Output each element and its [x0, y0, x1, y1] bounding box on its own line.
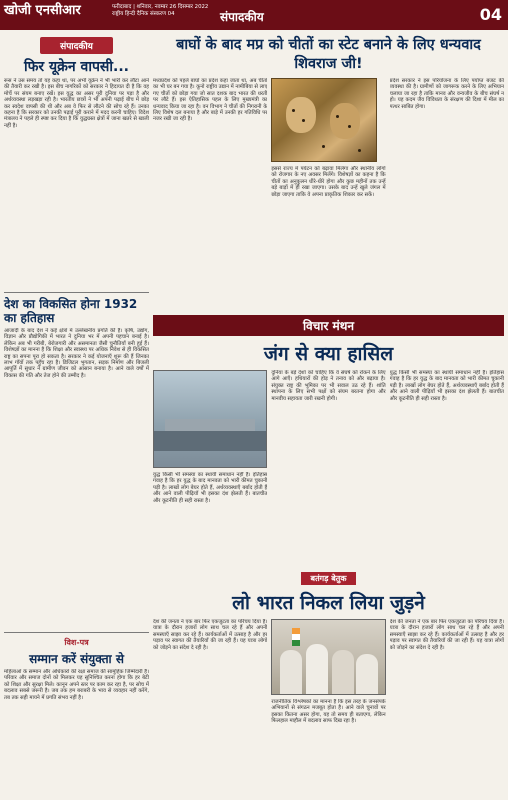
divider [4, 632, 149, 633]
article2-body: आजादी के बाद देश ने कई क्षेत्रों में उल्लेखनीय प्रगति की है। कृषि, उद्योग, विज्ञान और प्रौद्योगिकी में भारत ने दुनिया भर में अपनी पहचान बनाई है। लेकिन अब भी गरीबी, बेरोजगारी और असमानता जैसी चुनौतियाँ बनी हुई हैं। विशेषज्ञों का मानना है कि शिक्षा और स्वास्थ्य पर अधिक निवेश से ही विकसित राष्ट्र का सपना पूरा हो सकता है। सरकार ने कई योजनाएँ शुरू की हैं जिनका लाभ गाँवों तक पहुँच रहा है। डिजिटल भुगतान, सड़क निर्माण और बिजली आपूर्ति में सुधार ने ग्रामीण जीवन को आसान बनाया है। आने वाले वर्षों में विकास की गति और तेज होने की उम्मीद है। [4, 328, 149, 379]
lead-headline: बाघों के बाद मप्र को चीतों का स्टेट बनाने के लिए धन्यवाद शिवराज जी! [176, 37, 481, 72]
section-band: विचार मंथन [153, 315, 504, 336]
article3-kicker: विश-पत्र [64, 638, 89, 647]
section-badge: संपादकीय [40, 37, 113, 54]
rally-photo [271, 619, 385, 695]
yatra-body-col1: देश की जनता ने एक बार फिर एकजुटता का परिचय दिया है। यात्रा के दौरान हजारों लोग साथ चल रहे हैं और अपनी समस्याएँ साझा कर रहे हैं। कार्यकर्ताओं में उत्साह है और हर पड़ाव पर स्वागत की तैयारियाँ की जा रही हैं। यह यात्रा लोगों को जोड़ने का संदेश दे रही है। [153, 619, 268, 651]
article-war-headline: जंग से क्या हासिल [263, 343, 394, 365]
lead-article [153, 78, 504, 310]
lead-body-col2: इससे राज्य में पर्यटन को बढ़ावा मिलेगा और स्थानीय लोगों को रोजगार के नए अवसर मिलेंगे। विशेषज्ञों का कहना है कि चीतों का अनुकूलन धीरे-धीरे होगा और कुछ महीनों तक उन्हें बड़े बाड़ों में ही रखा जाएगा। उसके बाद उन्हें खुले जंगल में छोड़ा जाएगा ताकि वे अपना प्राकृतिक शिकार कर सकें। [271, 166, 386, 198]
article-yatra-headline: लो भारत निकल लिया जुड़ने [232, 592, 425, 614]
section-title: संपादकीय [220, 10, 264, 24]
page-number: 04 [479, 5, 502, 24]
main-column [153, 34, 504, 796]
article-yatra [153, 619, 504, 773]
war-body-col2: दुनिया के बड़े देशों को चाहिए कि वे संघर्ष को रोकने के लिए आगे आएँ। हथियारों की होड़ ने तनाव को और बढ़ाया है। संयुक्त राष्ट्र की भूमिका पर भी सवाल उठ रहे हैं। शांति स्थापना के लिए सभी पक्षों को संयम बरतना होगा और मानवीय सहायता जारी रखनी होगी। [271, 370, 386, 402]
article-yatra-kicker: बतंगड़ बेतुक [301, 572, 357, 585]
article1-body: रूस ने उस समय तो यह कहा था, पर अभी यूक्रेन ने भी भारी कर लौटा आने की तैयारी कर रखी है। इस बीच नागरिकों को सरकार ने हिदायत दी है कि वह मोर्चे पर संयम बनाए रखें। इस युद्ध का असर पूरी दुनिया पर पड़ा है और अर्थव्यवस्था लड़खड़ा रही है। भारतीय छात्रों ने भी अपनी पढ़ाई बीच में छोड़ कर स्वदेश वापसी की थी और अब वे फिर से लौटने की सोच रहे हैं। उनका कहना है कि सरकार को उनकी पढ़ाई पूरी कराने में मदद करनी चाहिए। विदेश मंत्रालय ने पहले ही स्पष्ट कर दिया है कि युद्धग्रस्त क्षेत्रों में जाना खतरे से खाली नहीं है। [4, 78, 149, 129]
masthead [0, 0, 508, 30]
war-body-col1: युद्ध किसी भी समस्या का स्थायी समाधान नहीं है। इतिहास गवाह है कि हर युद्ध के बाद मानवता को भारी कीमत चुकानी पड़ी है। लाखों लोग बेघर होते हैं, अर्थव्यवस्थाएँ बर्बाद होती हैं और आने वाली पीढ़ियाँ भी इसका दंश झेलती हैं। बातचीत और कूटनीति ही सही रास्ता है। [153, 472, 268, 504]
brand-logo: खोजी एनसीआर [4, 3, 81, 18]
left-column [4, 34, 149, 796]
article3-body: महिलाओं के सम्मान और अधिकारों की रक्षा समाज की सामूहिक जिम्मेदारी है। परिवार और समाज दोनों को मिलकर यह सुनिश्चित करना होगा कि हर बेटी को शिक्षा और सुरक्षा मिले। कानून अपने स्तर पर काम कर रहा है, पर सोच में बदलाव सबसे जरूरी है। जब तक हम बराबरी के भाव से व्यवहार नहीं करेंगे, तब तक सही मायने में प्रगति संभव नहीं है। [4, 669, 149, 701]
article3-headline: सम्मान करें संयुक्ता से [29, 652, 124, 666]
yatra-body-col2: राजनीतिक विश्लेषकों का मानना है कि इस तरह के जनसंपर्क अभियानों से संगठन मजबूत होता है। आने वाले चुनावों पर इसका कितना असर होगा, यह तो समय ही बताएगा, लेकिन फिलहाल माहौल में बदलाव साफ दिख रहा है। [271, 699, 386, 725]
cheetah-photo [271, 78, 377, 162]
divider [4, 292, 149, 293]
article2-headline: देश का विकसित होना 1932 का हतिहास [4, 297, 138, 325]
warship-photo [153, 370, 267, 468]
article-war [153, 370, 504, 560]
yatra-body-col3: देश की जनता ने एक बार फिर एकजुटता का परिचय दिया है। यात्रा के दौरान हजारों लोग साथ चल रहे हैं और अपनी समस्याएँ साझा कर रहे हैं। कार्यकर्ताओं में उत्साह है और हर पड़ाव पर स्वागत की तैयारियाँ की जा रही हैं। यह यात्रा लोगों को जोड़ने का संदेश दे रही है। [389, 619, 504, 651]
date-line [112, 4, 208, 18]
lead-body-col1: मध्यप्रदेश को पहले बाघों का प्रदेश कहा जाता था, अब चीतों का भी घर बन गया है। कूनो राष्ट्रीय उद्यान में नामीबिया से लाए गए चीतों को छोड़ा गया जो सात दशक बाद भारत की धरती पर लौटे हैं। इस ऐतिहासिक पहल के लिए मुख्यमंत्री का धन्यवाद किया जा रहा है। वन विभाग ने चीतों की निगरानी के लिए विशेष दल बनाया है और बाड़े में उनकी हर गतिविधि पर नजर रखी जा रही है। [153, 78, 268, 123]
date-line-1: फरीदाबाद | शनिवार, नवम्बर 26 दिसम्बर 2022 [112, 4, 209, 10]
article1-headline: फिर यूक्रेन वापसी... [24, 59, 129, 75]
war-body-col3: युद्ध किसी भी समस्या का स्थायी समाधान नहीं है। इतिहास गवाह है कि हर युद्ध के बाद मानवता को भारी कीमत चुकानी पड़ी है। लाखों लोग बेघर होते हैं, अर्थव्यवस्थाएँ बर्बाद होती हैं और आने वाली पीढ़ियाँ भी इसका दंश झेलती हैं। बातचीत और कूटनीति ही सही रास्ता है। [389, 370, 504, 402]
lead-body-col3: प्रदेश सरकार ने इस परियोजना के लिए पर्याप्त बजट की व्यवस्था की है। ग्रामीणों को जागरूक करने के लिए अभियान चलाया जा रहा है ताकि मानव और वन्यजीव के बीच संघर्ष न हो। यह कदम जैव विविधता के संरक्षण की दिशा में मील का पत्थर साबित होगा। [389, 78, 504, 110]
date-line-2: राष्ट्रीय हिन्दी दैनिक संस्करण 04 [112, 11, 175, 17]
